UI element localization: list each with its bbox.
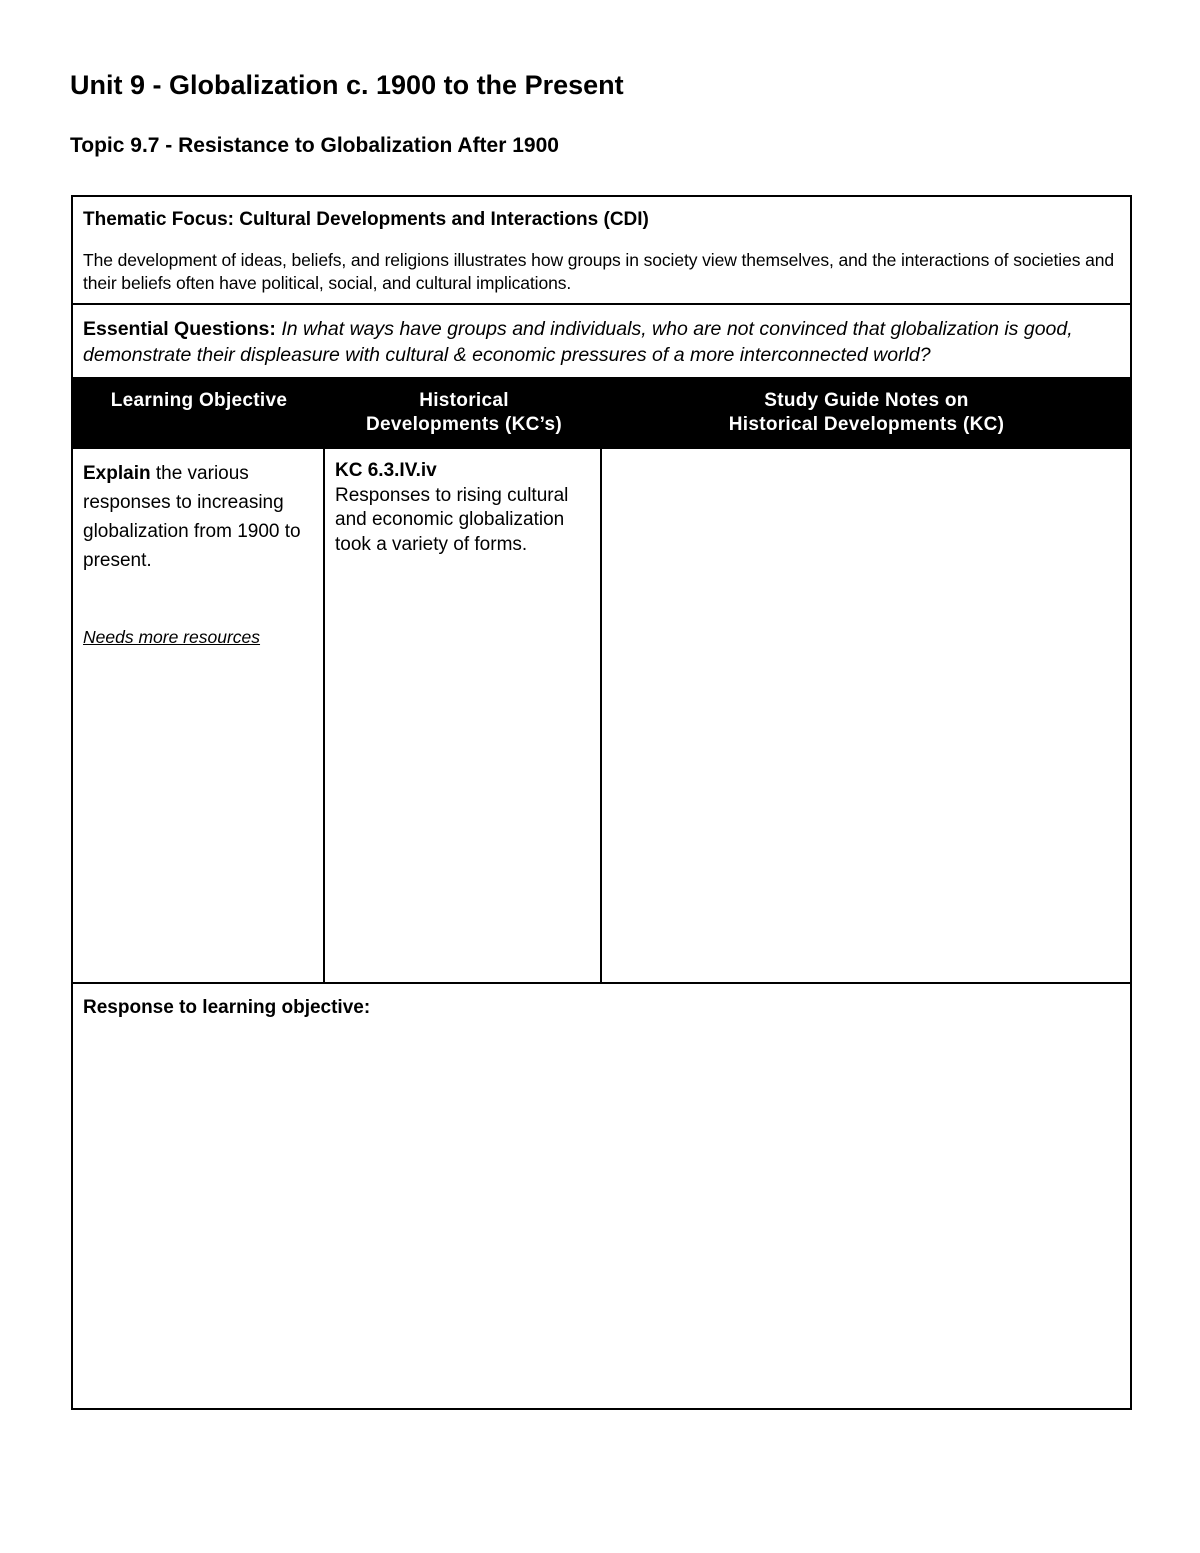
header-study-guide-notes-line1: Study Guide Notes on	[764, 390, 969, 411]
table-body-row	[73, 449, 1130, 984]
topic-title: Topic 9.7 - Resistance to Globalization After 1900	[70, 134, 559, 157]
needs-more-resources-link[interactable]: Needs more resources	[83, 627, 261, 647]
learning-objective-verb: Explain	[83, 463, 151, 484]
thematic-focus-heading: Thematic Focus: Cultural Developments and Interactions (CDI)	[83, 209, 649, 230]
thematic-focus-text: The development of ideas, beliefs, and religions illustrates how groups in society view themselves, and the interactions of societies and their beliefs often have political, social, and cultural implications.	[83, 250, 1115, 293]
thematic-focus-section	[73, 197, 1130, 305]
response-label: Response to learning objective:	[83, 997, 371, 1018]
header-study-guide-notes-line2: Historical Developments (KC)	[728, 414, 1005, 435]
kc-code: KC 6.3.IV.iv	[335, 460, 437, 481]
header-historical-developments-line2: Developments (KC’s)	[365, 414, 563, 435]
historical-development-cell	[335, 459, 595, 557]
kc-description: Responses to rising cultural and economic globalization took a variety of forms.	[335, 484, 569, 555]
essential-questions-label: Essential Questions:	[83, 318, 276, 340]
header-study-guide-notes	[603, 389, 1130, 437]
table-header-row	[73, 377, 1130, 449]
learning-objective-text: the various responses to increasing globalization from 1900 to present.	[83, 463, 301, 571]
header-historical-developments	[325, 389, 603, 437]
study-guide-notes-cell[interactable]	[602, 449, 1130, 982]
unit-title: Unit 9 - Globalization c. 1900 to the Present	[70, 70, 624, 100]
worksheet-table	[71, 195, 1132, 1410]
essential-questions-section	[73, 305, 1130, 377]
learning-objective-cell	[83, 459, 319, 652]
column-divider	[323, 449, 325, 982]
header-learning-objective: Learning Objective	[110, 390, 288, 411]
essential-questions-text: In what ways have groups and individuals, who are not convinced that globalization is good, demonstrate their displeasure with cultural & economic pressures of a more interconnected world?	[83, 318, 1073, 366]
response-section[interactable]	[73, 984, 1130, 1408]
header-historical-developments-line1: Historical	[419, 390, 509, 411]
